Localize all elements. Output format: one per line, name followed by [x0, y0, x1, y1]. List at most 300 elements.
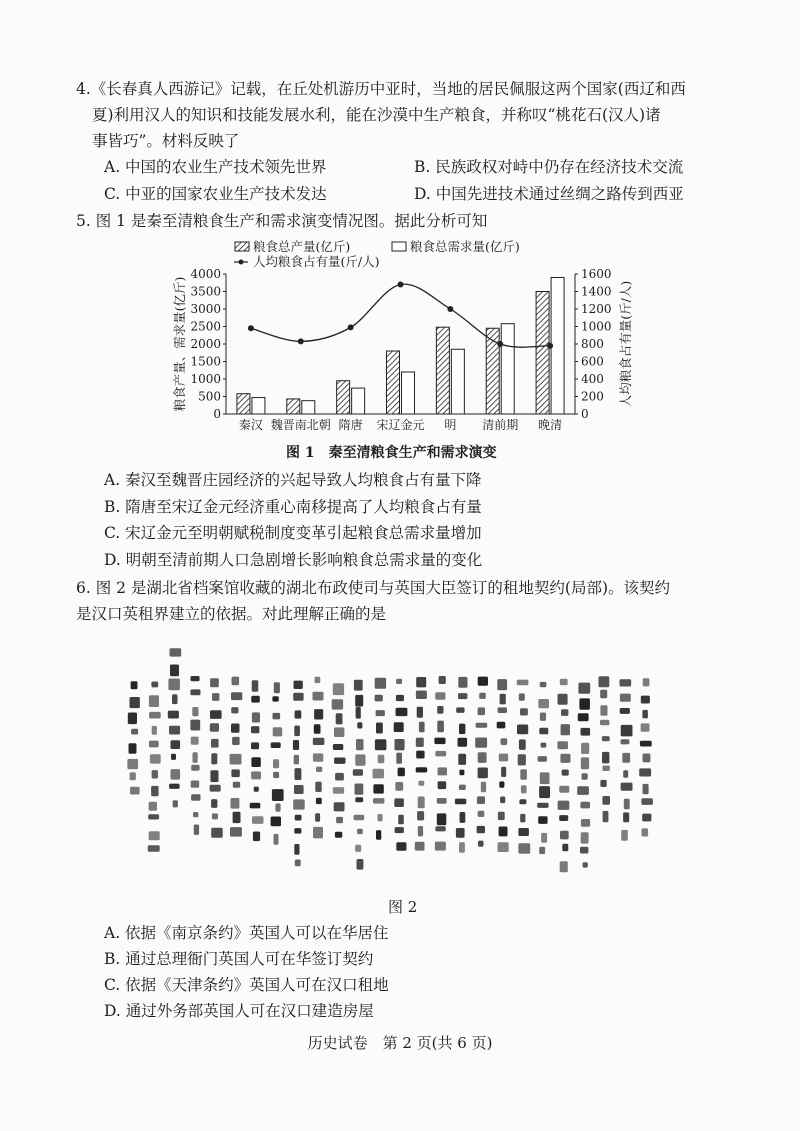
manuscript-glyph	[251, 726, 259, 733]
manuscript-glyph	[152, 770, 158, 778]
manuscript-glyph	[355, 845, 361, 852]
manuscript-glyph	[151, 682, 158, 688]
manuscript-glyph	[210, 723, 219, 732]
manuscript-glyph	[459, 724, 465, 735]
manuscript-glyph	[539, 728, 548, 735]
manuscript-glyph	[518, 843, 530, 854]
manuscript-glyph	[519, 693, 525, 700]
manuscript-glyph	[643, 754, 651, 763]
manuscript-glyph	[171, 769, 181, 780]
manuscript-glyph	[499, 754, 508, 762]
manuscript-glyph	[558, 694, 568, 705]
q5-option-d: D. 明朝至清前期人口急剧增长影响粮食总需求量的变化	[104, 551, 483, 569]
manuscript-glyph	[313, 827, 323, 839]
manuscript-glyph	[376, 830, 381, 840]
manuscript-glyph	[295, 860, 301, 867]
point-per-capita-4	[447, 306, 453, 312]
manuscript-glyph	[313, 738, 325, 745]
right-tick-label: 1200	[581, 302, 612, 316]
manuscript-glyph	[211, 799, 217, 808]
manuscript-glyph	[252, 680, 259, 691]
manuscript-glyph	[417, 811, 424, 820]
manuscript-glyph	[396, 842, 406, 850]
manuscript-glyph	[539, 786, 550, 798]
manuscript-glyph	[251, 771, 261, 779]
manuscript-glyph	[231, 724, 240, 733]
manuscript-glyph	[149, 802, 157, 811]
legend-marker-per-capita	[239, 260, 244, 265]
manuscript-glyph	[395, 827, 404, 833]
manuscript-glyph	[294, 726, 300, 737]
manuscript-glyph	[316, 798, 322, 804]
manuscript-glyph	[395, 782, 403, 791]
manuscript-glyph	[580, 847, 588, 854]
manuscript-glyph	[376, 710, 385, 716]
manuscript-glyph	[599, 676, 610, 687]
manuscript-glyph	[373, 784, 383, 793]
left-tick-label: 1000	[190, 372, 221, 386]
manuscript-glyph	[500, 797, 505, 804]
manuscript-glyph	[602, 736, 610, 741]
manuscript-glyph	[562, 770, 569, 776]
manuscript-glyph	[622, 753, 630, 763]
manuscript-glyph	[151, 786, 159, 796]
manuscript-glyph	[581, 819, 590, 827]
manuscript-glyph	[435, 826, 445, 831]
legend-label-per-capita: 人均粮食占有量(斤/人)	[253, 254, 380, 269]
manuscript-glyph	[193, 812, 198, 817]
manuscript-glyph	[582, 773, 588, 779]
left-tick-label: 3500	[190, 284, 221, 299]
right-tick-label: 1600	[581, 267, 612, 281]
manuscript-glyph	[148, 845, 160, 852]
bar-production-3	[387, 351, 400, 414]
manuscript-glyph	[275, 803, 280, 811]
manuscript-glyph	[353, 769, 363, 776]
manuscript-glyph	[581, 743, 589, 754]
manuscript-glyph	[640, 741, 652, 747]
manuscript-glyph	[538, 699, 549, 708]
manuscript-glyph	[130, 787, 140, 795]
manuscript-glyph	[603, 811, 609, 822]
manuscript-glyph	[313, 753, 323, 761]
y2-axis-title: 人均粮食占有量(斤/人)	[618, 280, 633, 408]
manuscript-glyph	[232, 677, 240, 686]
manuscript-glyph	[600, 720, 609, 726]
manuscript-glyph	[191, 794, 200, 801]
manuscript-glyph	[560, 861, 568, 872]
manuscript-glyph	[355, 797, 363, 802]
manuscript-glyph	[356, 739, 364, 750]
manuscript-glyph	[459, 770, 464, 776]
manuscript-glyph	[456, 828, 465, 838]
q6-option-a: A. 依据《南京条约》英国人可以在华居住	[104, 924, 389, 942]
bar-production-4	[436, 327, 449, 414]
point-per-capita-1	[298, 338, 304, 344]
manuscript-glyph	[294, 785, 304, 794]
manuscript-glyph	[314, 709, 323, 719]
q6-option-d: D. 通过外务部英国人可在汉口建造房屋	[104, 1002, 374, 1020]
manuscript-glyph	[624, 799, 630, 810]
manuscript-glyph	[459, 842, 465, 853]
q4-option-a: A. 中国的农业生产技术领先世界	[104, 158, 327, 176]
point-per-capita-6	[547, 343, 553, 349]
manuscript-glyph	[541, 743, 547, 748]
manuscript-glyph	[210, 678, 219, 687]
manuscript-glyph	[500, 694, 506, 705]
point-per-capita-5	[497, 341, 503, 347]
manuscript-glyph	[315, 813, 320, 821]
q4-option-c: C. 中亚的国家农业生产技术发达	[104, 185, 327, 203]
q6-stem-line-1: 6. 图 2 是湖北省档案馆收藏的湖北布政使司与英国大臣签订的租地契约(局部)。该契约	[76, 579, 671, 597]
manuscript-glyph	[334, 802, 345, 811]
manuscript-glyph	[149, 712, 161, 719]
manuscript-glyph	[435, 842, 446, 851]
legend-label-production: 粮食总产量(亿斤)	[253, 239, 351, 254]
manuscript-glyph	[559, 786, 569, 793]
page-footer: 历史试卷 第 2 页(共 6 页)	[307, 1034, 493, 1052]
manuscript-glyph	[332, 699, 343, 709]
q4-stem-line-2: 夏)利用汉人的知识和技能发展水利，能在沙漠中生产粮食，并称叹“桃花石(汉人)诸	[92, 106, 661, 124]
y-axis-title: 粮食产量、需求量(亿斤)	[172, 276, 187, 412]
legend-swatch-demand	[392, 242, 406, 251]
manuscript-glyph	[170, 648, 182, 656]
manuscript-glyph	[375, 739, 387, 750]
manuscript-glyph	[602, 796, 610, 805]
manuscript-glyph	[415, 842, 425, 851]
manuscript-glyph	[251, 757, 260, 767]
q6-stem-line-2: 是汉口英租界建立的依据。对此理解正确的是	[76, 605, 387, 623]
manuscript-glyph	[418, 797, 425, 809]
manuscript-glyph	[498, 707, 507, 713]
manuscript-glyph	[459, 785, 466, 790]
manuscript-glyph	[477, 796, 485, 804]
manuscript-glyph	[517, 680, 529, 686]
manuscript-glyph	[478, 768, 488, 779]
manuscript-glyph	[375, 678, 386, 689]
manuscript-glyph	[540, 682, 547, 687]
manuscript-glyph	[455, 799, 466, 805]
manuscript-glyph	[623, 812, 629, 822]
manuscript-glyph	[335, 773, 344, 781]
manuscript-glyph	[212, 693, 219, 701]
manuscript-glyph	[169, 726, 180, 735]
figure-2-caption: 图 2	[388, 898, 418, 916]
manuscript-glyph	[499, 781, 504, 787]
manuscript-glyph	[539, 847, 545, 854]
left-tick-label: 500	[198, 389, 221, 404]
x-tick-label: 魏晋南北朝	[270, 418, 331, 432]
manuscript-glyph	[149, 741, 159, 748]
manuscript-glyph	[498, 812, 505, 820]
manuscript-glyph	[460, 812, 466, 823]
manuscript-glyph	[478, 841, 484, 847]
manuscript-glyph	[211, 753, 217, 764]
figure-1-caption: 图 1 秦至清粮食生产和需求演变	[286, 445, 497, 461]
manuscript-glyph	[127, 759, 138, 769]
manuscript-glyph	[517, 725, 528, 735]
manuscript-glyph	[192, 707, 198, 716]
manuscript-glyph	[398, 815, 404, 824]
manuscript-glyph	[579, 698, 590, 709]
manuscript-glyph	[315, 782, 321, 792]
manuscript-glyph	[481, 782, 486, 793]
manuscript-glyph	[434, 738, 445, 745]
manuscript-glyph	[128, 713, 137, 725]
manuscript-glyph	[600, 690, 607, 698]
x-tick-label: 秦汉	[238, 418, 263, 432]
manuscript-glyph	[273, 713, 281, 720]
manuscript-glyph	[375, 695, 383, 702]
bar-production-5	[486, 328, 499, 414]
manuscript-glyph	[475, 738, 487, 748]
manuscript-glyph	[621, 830, 628, 841]
manuscript-glyph	[538, 756, 547, 762]
manuscript-glyph	[458, 677, 467, 688]
manuscript-glyph	[190, 720, 200, 731]
manuscript-glyph	[253, 832, 260, 842]
manuscript-glyph	[131, 681, 138, 689]
manuscript-glyph	[641, 696, 650, 704]
manuscript-glyph	[438, 781, 447, 789]
right-tick-label: 1400	[581, 284, 612, 299]
bar-production-6	[536, 292, 549, 415]
manuscript-glyph	[232, 737, 240, 745]
bar-demand-1	[302, 401, 315, 414]
manuscript-glyph	[294, 681, 303, 689]
manuscript-glyph	[373, 769, 385, 779]
manuscript-glyph	[378, 814, 383, 821]
manuscript-glyph	[456, 707, 464, 713]
legend-label-demand: 粮食总需求量(亿斤)	[410, 239, 520, 254]
manuscript-glyph	[581, 728, 591, 736]
manuscript-glyph	[152, 726, 157, 735]
manuscript-glyph	[395, 739, 405, 750]
manuscript-glyph	[233, 782, 240, 788]
manuscript-glyph	[168, 711, 179, 719]
manuscript-glyph	[271, 817, 281, 827]
manuscript-glyph	[557, 741, 568, 749]
manuscript-glyph	[437, 721, 444, 733]
left-tick-label: 3000	[190, 302, 221, 316]
manuscript-glyph	[435, 692, 445, 700]
q5-option-b: B. 隋唐至宋辽金元经济重心南移提高了人均粮食占有量	[104, 498, 482, 516]
manuscript-glyph	[273, 759, 279, 768]
x-tick-label: 清前期	[482, 418, 519, 432]
bar-production-0	[237, 394, 250, 414]
manuscript-glyph	[642, 828, 649, 836]
manuscript-glyph	[231, 707, 238, 713]
manuscript-glyph	[172, 694, 178, 704]
manuscript-glyph	[272, 696, 278, 701]
manuscript-glyph	[521, 785, 527, 793]
manuscript-glyph	[149, 831, 160, 840]
manuscript-glyph	[173, 800, 178, 807]
bar-demand-2	[352, 388, 365, 414]
manuscript-glyph	[580, 802, 590, 809]
manuscript-glyph	[231, 798, 240, 809]
bar-demand-3	[402, 372, 415, 414]
manuscript-glyph	[293, 740, 299, 750]
manuscript-glyph	[561, 724, 570, 735]
manuscript-glyph	[313, 692, 324, 701]
manuscript-glyph	[355, 784, 364, 795]
q6-option-b: B. 通过总理衙门英国人可在华签订契约	[104, 950, 374, 968]
right-tick-label: 1000	[581, 319, 612, 334]
manuscript-glyph	[274, 682, 280, 693]
manuscript-glyph	[620, 694, 631, 702]
q5-option-a: A. 秦汉至魏晋庄园经济的兴起导致人均粮食占有量下降	[104, 471, 482, 489]
x-tick-label: 明	[444, 418, 457, 432]
point-per-capita-3	[398, 282, 404, 288]
manuscript-glyph	[273, 727, 283, 736]
manuscript-glyph	[458, 738, 468, 747]
manuscript-glyph	[643, 678, 650, 686]
figure-1-chart	[160, 238, 640, 458]
right-tick-label: 0	[581, 407, 589, 421]
manuscript-glyph	[621, 783, 633, 791]
manuscript-glyph	[437, 798, 447, 804]
manuscript-glyph	[602, 752, 609, 764]
manuscript-glyph	[418, 826, 423, 836]
manuscript-glyph	[477, 826, 485, 833]
manuscript-glyph	[641, 798, 653, 805]
left-tick-label: 2500	[190, 319, 221, 334]
manuscript-glyph	[354, 815, 365, 821]
manuscript-glyph	[169, 784, 180, 789]
manuscript-glyph	[357, 859, 364, 870]
manuscript-glyph	[558, 801, 570, 810]
manuscript-glyph	[373, 798, 384, 804]
x-tick-label: 宋辽金元	[376, 418, 425, 432]
q5-option-c: C. 宋辽金元至明朝赋税制度变革引起粮食总需求量增加	[104, 524, 482, 542]
manuscript-glyph	[479, 693, 486, 699]
manuscript-glyph	[231, 769, 239, 777]
manuscript-glyph	[642, 710, 648, 719]
figure-2-lease-contract-image	[118, 648, 678, 888]
right-tick-label: 800	[581, 337, 604, 351]
manuscript-glyph	[230, 827, 242, 837]
bar-production-1	[287, 399, 300, 414]
manuscript-glyph	[538, 816, 547, 824]
manuscript-glyph	[357, 722, 362, 728]
manuscript-glyph	[334, 727, 344, 737]
manuscript-glyph	[641, 723, 650, 731]
manuscript-glyph	[355, 695, 363, 707]
manuscript-glyph	[620, 708, 630, 714]
manuscript-glyph	[520, 708, 528, 715]
manuscript-glyph	[272, 789, 284, 801]
manuscript-glyph	[295, 768, 302, 780]
manuscript-glyph	[170, 665, 179, 677]
manuscript-glyph	[639, 768, 651, 776]
manuscript-glyph	[499, 827, 508, 837]
q4-option-b: B. 民族政权对峙中仍存在经济技术交流	[414, 158, 684, 176]
manuscript-glyph	[251, 696, 259, 703]
manuscript-glyph	[559, 815, 568, 821]
point-per-capita-0	[248, 325, 254, 331]
manuscript-glyph	[437, 813, 447, 825]
manuscript-glyph	[396, 753, 402, 764]
manuscript-glyph	[540, 713, 546, 721]
manuscript-glyph	[600, 705, 607, 716]
manuscript-glyph	[520, 814, 525, 823]
manuscript-glyph	[643, 784, 649, 794]
q5-stem: 5. 图 1 是秦至清粮食生产和需求演变情况图。据此分析可知	[76, 212, 488, 230]
manuscript-glyph	[396, 679, 402, 684]
manuscript-glyph	[357, 829, 363, 834]
manuscript-glyph	[273, 772, 279, 778]
manuscript-glyph	[498, 842, 509, 852]
manuscript-glyph	[294, 828, 301, 834]
bar-demand-4	[451, 349, 464, 414]
manuscript-glyph	[519, 799, 526, 804]
manuscript-glyph	[294, 844, 299, 855]
manuscript-glyph	[497, 722, 506, 729]
manuscript-glyph	[560, 831, 569, 840]
manuscript-glyph	[416, 738, 424, 747]
manuscript-glyph	[293, 693, 303, 701]
manuscript-glyph	[212, 813, 218, 819]
manuscript-glyph	[623, 770, 628, 778]
manuscript-glyph	[560, 679, 568, 686]
manuscript-glyph	[336, 817, 343, 823]
manuscript-glyph	[561, 709, 568, 716]
manuscript-glyph	[271, 742, 281, 748]
manuscript-glyph	[354, 680, 363, 691]
manuscript-glyph	[518, 754, 526, 765]
manuscript-glyph	[478, 752, 487, 763]
manuscript-glyph	[168, 679, 180, 691]
manuscript-glyph	[416, 691, 427, 700]
manuscript-glyph	[210, 710, 222, 719]
manuscript-glyph	[478, 707, 485, 715]
manuscript-glyph	[334, 758, 345, 764]
manuscript-glyph	[378, 755, 385, 764]
manuscript-glyph	[600, 780, 606, 787]
manuscript-glyph	[621, 739, 630, 744]
manuscript-glyph	[458, 754, 466, 765]
manuscript-glyph	[230, 754, 242, 765]
manuscript-glyph	[520, 769, 527, 780]
manuscript-glyph	[211, 828, 223, 838]
manuscript-glyph	[333, 683, 344, 695]
manuscript-glyph	[537, 803, 548, 808]
manuscript-glyph	[231, 692, 242, 700]
manuscript-glyph	[621, 725, 633, 737]
legend-swatch-production	[235, 242, 249, 251]
manuscript-glyph	[295, 710, 302, 718]
manuscript-glyph	[130, 772, 136, 780]
manuscript-glyph	[438, 767, 448, 775]
manuscript-glyph	[251, 742, 259, 749]
manuscript-glyph	[315, 677, 321, 683]
manuscript-glyph	[416, 751, 424, 759]
manuscript-glyph	[233, 812, 241, 823]
manuscript-glyph	[129, 743, 137, 754]
q6-option-c: C. 依据《天津条约》英国人可在汉口租地	[104, 976, 389, 994]
manuscript-glyph	[642, 814, 651, 822]
manuscript-glyph	[583, 862, 588, 867]
manuscript-glyph	[398, 768, 405, 777]
left-tick-label: 4000	[190, 267, 221, 281]
manuscript-glyph	[171, 740, 181, 749]
manuscript-glyph	[602, 766, 610, 772]
manuscript-glyph	[254, 787, 259, 792]
manuscript-glyph	[497, 679, 507, 690]
left-tick-label: 0	[213, 407, 221, 421]
manuscript-glyph	[519, 739, 526, 750]
